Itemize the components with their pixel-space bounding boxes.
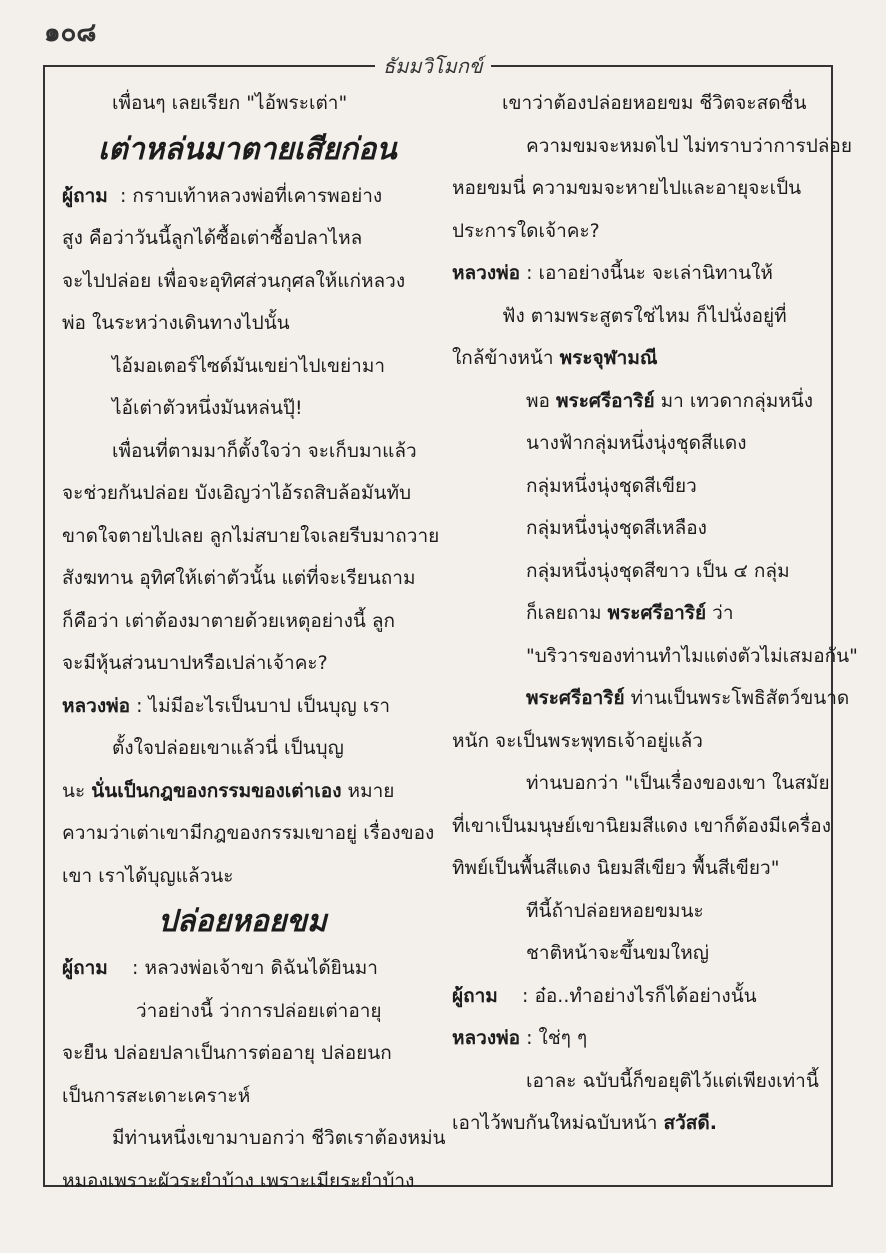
speaker-label: หลวงพ่อ (62, 694, 131, 717)
text-line: ผู้ถาม : อ๋อ..ทำอย่างไรก็ได้อย่างนั้น (452, 984, 757, 1007)
text-line: ฟัง ตามพระสูตรใช่ไหม ก็ไปนั่งอยู่ที่ (502, 304, 787, 327)
text-line: เพื่อนๆ เลยเรียก "ไอ้พระเต่า" (112, 92, 348, 114)
left-column (62, 82, 446, 1202)
text-line: สูง คือว่าวันนี้ลูกได้ซื้อเต่าซื้อปลาไหล (62, 227, 363, 249)
text-line: จะช่วยกันปล่อย บังเอิญว่าไอ้รถสิบล้อมันทับ (62, 482, 412, 504)
text-line: ที่เขาเป็นมนุษย์เขานิยมสีแดง เขาก็ต้องมีเครื่อง (452, 814, 831, 837)
text-line: ความว่าเต่าเขามีกฎของกรรมเขาอยู่ เรื่องของ (62, 822, 435, 844)
text-line: ขาดใจตายไปเลย ลูกไม่สบายใจเลยรีบมาถวาย (62, 524, 440, 547)
section-title-snail: ปล่อยหอยขม (158, 904, 327, 939)
text-line: พ่อ ในระหว่างเดินทางไปนั้น (62, 312, 290, 334)
speaker-label: ผู้ถาม (62, 184, 108, 207)
text-line: ความขมจะหมดไป ไม่ทราบว่าการปล่อย (526, 134, 852, 157)
text-line: ว่าอย่างนี้ ว่าการปล่อยเต่าอายุ (136, 999, 382, 1022)
text-line: เอาละ ฉบับนี้ก็ขอยุติไว้แต่เพียงเท่านี้ (526, 1069, 819, 1092)
text-line: เพื่อนที่ตามมาก็ตั้งใจว่า จะเก็บมาแล้ว (112, 439, 417, 462)
text-line: นางฟ้ากลุ่มหนึ่งนุ่งชุดสีแดง (526, 432, 747, 454)
text-line: ก็เลยถาม พระศรีอาริย์ ว่า (526, 602, 734, 624)
text-line: กลุ่มหนึ่งนุ่งชุดสีเหลือง (526, 517, 707, 539)
text-line: ก็คือว่า เต่าต้องมาตายด้วยเหตุอย่างนี้ ลูก (62, 609, 396, 632)
running-title: ธัมมวิโมกข์ (375, 50, 491, 82)
text-line: เป็นการสะเดาะเคราะห์ (62, 1084, 251, 1107)
text-line: หมองเพราะผัวระยำบ้าง เพราะเมียระยำบ้าง (62, 1169, 415, 1192)
text-line: ไอ้มอเตอร์ไซด์มันเขย่าไปเขย่ามา (112, 354, 386, 377)
section-title-turtle: เต่าหล่นมาตายเสียก่อน (98, 131, 397, 167)
text-line: กลุ่มหนึ่งนุ่งชุดสีขาว เป็น ๔ กลุ่ม (526, 559, 790, 582)
text-line: ผู้ถาม : หลวงพ่อเจ้าขา ดิฉันได้ยินมา (62, 957, 378, 979)
text-line: ท่านบอกว่า "เป็นเรื่องของเขา ในสมัย (526, 772, 830, 794)
text-line: หนัก จะเป็นพระพุทธเจ้าอยู่แล้ว (452, 729, 703, 752)
speaker-label: หลวงพ่อ (452, 1027, 521, 1049)
text-line: นะ นั่นเป็นกฎของกรรมของเต่าเอง หมาย (62, 779, 395, 802)
text-line: สังฆทาน อุทิศให้เต่าตัวนั้น แต่ที่จะเรียนถาม (62, 567, 416, 589)
text-line: ตั้งใจปล่อยเขาแล้วนี่ เป็นบุญ (112, 737, 344, 759)
speaker-label: ผู้ถาม (62, 957, 108, 979)
text-line: หอยขมนี่ ความขมจะหายไปและอายุจะเป็น (452, 177, 802, 199)
text-line: ทีนี้ถ้าปล่อยหอยขมนะ (526, 899, 704, 922)
text-line: มีท่านหนึ่งเขามาบอกว่า ชีวิตเราต้องหม่น (112, 1127, 446, 1149)
text-line: ทิพย์เป็นพื้นสีแดง นิยมสีเขียว พื้นสีเขียว" (452, 857, 780, 879)
text-line: ชาติหน้าจะขึ้นขมใหญ่ (526, 942, 709, 964)
text-line: พระศรีอาริย์ ท่านเป็นพระโพธิสัตว์ขนาด (526, 687, 850, 709)
text-line: หลวงพ่อ : ไม่มีอะไรเป็นบาป เป็นบุญ เรา (62, 694, 391, 717)
text-line: หลวงพ่อ : เอาอย่างนี้นะ จะเล่านิทานให้ (452, 262, 773, 284)
text-line: กลุ่มหนึ่งนุ่งชุดสีเขียว (526, 474, 697, 497)
speaker-label: ผู้ถาม (452, 984, 498, 1007)
speaker-label: หลวงพ่อ (452, 262, 521, 284)
text-line: ใกล้ข้างหน้า พระจุฬามณี (452, 347, 658, 369)
text-line: หลวงพ่อ : ใช่ๆ ๆ (452, 1027, 588, 1049)
text-line: เอาไว้พบกันใหม่ฉบับหน้า สวัสดี. (452, 1112, 717, 1134)
text-line: ผู้ถาม : กราบเท้าหลวงพ่อที่เคารพอย่าง (62, 184, 383, 207)
page-number: ๑๐๘ (44, 18, 97, 48)
text-line: จะไปปล่อย เพื่อจะอุทิศส่วนกุศลให้แก่หลวง (62, 269, 406, 292)
text-line: ประการใดเจ้าคะ? (452, 219, 600, 242)
text-line: ไอ้เต่าตัวหนึ่งมันหล่นปุ๊! (112, 397, 303, 419)
text-line: จะยืน ปล่อยปลาเป็นการต่ออายุ ปล่อยนก (62, 1042, 392, 1064)
right-column (452, 82, 858, 1145)
text-line: เขา เราได้บุญแล้วนะ (62, 864, 234, 887)
text-line: เขาว่าต้องปล่อยหอยขม ชีวิตจะสดชื่น (502, 92, 807, 114)
text-line: "บริวารของท่านทำไมแต่งตัวไม่เสมอกัน" (526, 644, 858, 667)
text-line: พอ พระศรีอาริย์ มา เทวดากลุ่มหนึ่ง (526, 389, 814, 412)
text-line: จะมีหุ้นส่วนบาปหรือเปล่าเจ้าคะ? (62, 652, 328, 674)
